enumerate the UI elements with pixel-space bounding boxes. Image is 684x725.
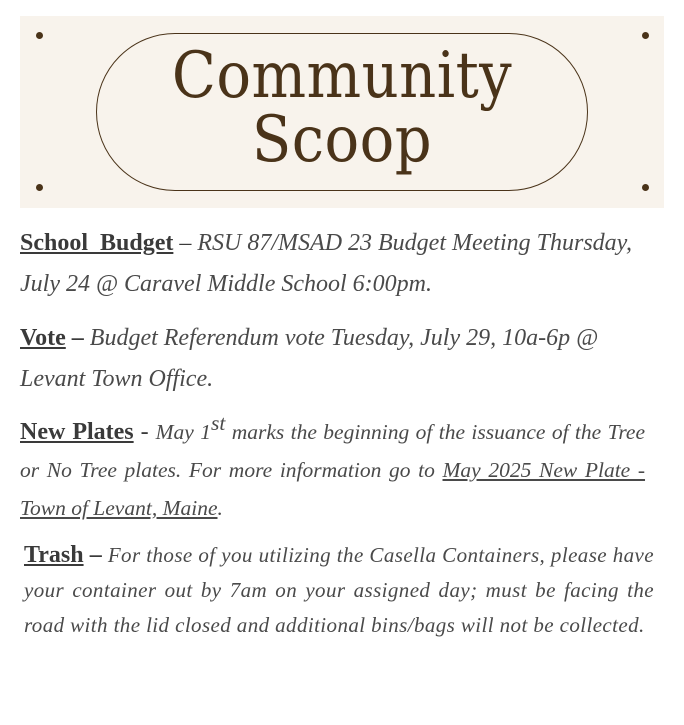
vote-section (20, 318, 660, 400)
new-plates-text: marks the beginning of the issuance of the Tree or No Tree plates. For more information go to (20, 420, 645, 482)
school-budget-dash: – (173, 230, 198, 256)
new-plates-dash: - (133, 419, 156, 445)
school-budget-heading: School Budget (20, 230, 174, 256)
banner-title (52, 39, 632, 177)
corner-dot-bottom-right (642, 184, 649, 191)
vote-dash: – (65, 325, 90, 351)
banner-title-line1: Community (171, 39, 513, 113)
banner-title-line2: Scoop (251, 103, 433, 177)
new-plates-link[interactable]: May 2025 New Plate - Town of Levant, Maine (20, 458, 646, 520)
new-plates-superscript: st (210, 411, 226, 435)
new-plates-end: . (217, 496, 223, 520)
corner-dot-bottom-left (36, 184, 43, 191)
corner-dot-top-right (642, 32, 649, 39)
trash-section (24, 538, 654, 643)
new-plates-text-start: May 1 (155, 420, 211, 444)
trash-heading: Trash (24, 542, 84, 568)
school-budget-text: RSU 87/MSAD 23 Budget Meeting Thursday, July 24 @ Caravel Middle School 6:00pm. (20, 230, 632, 297)
school-budget-section (20, 223, 660, 305)
vote-heading: Vote (20, 325, 66, 351)
community-scoop-banner (20, 16, 664, 208)
new-plates-section (20, 413, 645, 527)
trash-dash: – (83, 542, 108, 568)
trash-text: For those of you utilizing the Casella Containers, please have your container out by 7am on your assigned day; must be facing the road with the lid closed and additional bins/bags will not be collected. (24, 543, 654, 637)
new-plates-heading: New Plates (20, 419, 134, 445)
vote-text: Budget Referendum vote Tuesday, July 29, 10a-6p @ Levant Town Office. (20, 325, 599, 392)
corner-dot-top-left (36, 32, 43, 39)
